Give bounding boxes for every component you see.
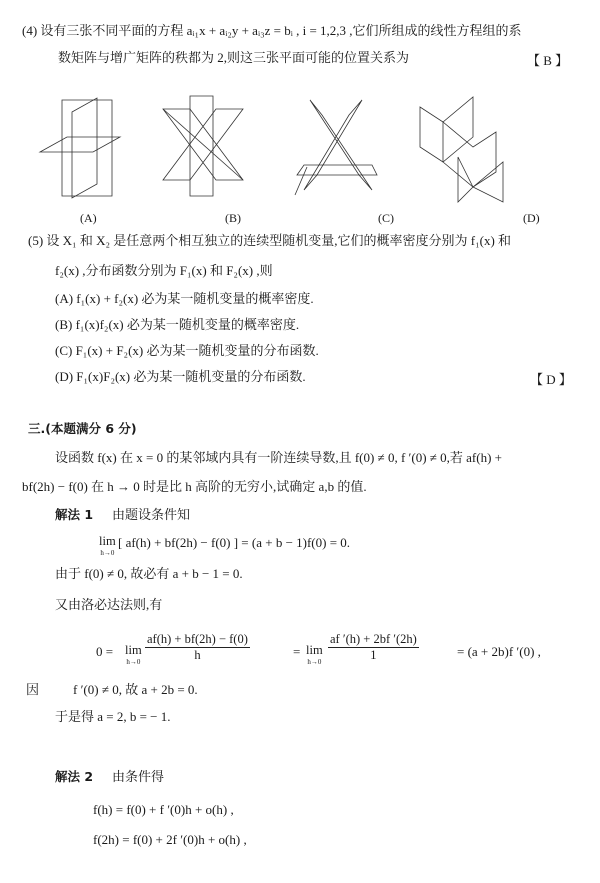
limit-3: lim h→0 [306, 643, 323, 666]
eq2-left: 0 = [96, 644, 114, 659]
figure-c [292, 95, 382, 205]
method1-line5: f ′(0) ≠ 0, 故 a + 2b = 0. [73, 682, 198, 697]
q5-option-d: (D) F₁(x)F₂(x) 必为某一随机变量的分布函数. [55, 369, 306, 384]
figure-c-caption: (C) [378, 211, 394, 225]
eq2-right: = (a + 2b)f ′(0) , [457, 644, 541, 659]
figure-b-caption: (B) [225, 211, 241, 225]
method2-label: 解法 2 [55, 769, 94, 784]
figure-a-caption: (A) [80, 211, 97, 225]
q4-line2: 数矩阵与增广矩阵的秩都为 2,则这三张平面可能的位置关系为 [58, 50, 410, 65]
figure-d [418, 92, 508, 207]
eq2-mid: = [293, 644, 301, 659]
figure-d-caption: (D) [523, 211, 540, 225]
method2-eq2: f(2h) = f(0) + 2f ′(0)h + o(h) , [93, 832, 247, 847]
q5-line2: f₂(x) ,分布函数分别为 F₁(x) 和 F₂(x) ,则 [55, 263, 273, 278]
method1-line2: 由于 f(0) ≠ 0, 故必有 a + b − 1 = 0. [55, 566, 243, 581]
q5-option-a: (A) f₁(x) + f₂(x) 必为某一随机变量的概率密度. [55, 291, 314, 306]
q5-option-c: (C) F₁(x) + F₂(x) 必为某一随机变量的分布函数. [55, 343, 319, 358]
method2-eq1: f(h) = f(0) + f ′(0)h + o(h) , [93, 802, 234, 817]
method2-intro: 由条件得 [112, 769, 165, 784]
q5-answer: 【 D 】 [530, 372, 572, 387]
fraction-1: $\frac{af(h) + bf(2h) - f(0)}{h}$ [147, 632, 248, 662]
method1-result: 于是得 a = 2, b = − 1. [55, 709, 171, 724]
section3-heading: 三.(本题满分 6 分) [28, 421, 137, 436]
figure-a [35, 92, 135, 202]
method1-eq1: [ af(h) + bf(2h) − f(0) ] = (a + b − 1)f(0) = 0. [118, 535, 351, 550]
q5-line1: (5) 设 X₁ 和 X₂ 是任意两个相互独立的连续型随机变量,它们的概率密度分别为 f₁(x) 和 [28, 233, 512, 248]
method1-intro: 由题设条件知 [112, 507, 191, 522]
q5-option-b: (B) f₁(x)f₂(x) 必为某一随机变量的概率密度. [55, 317, 300, 332]
limit-1: lim h→0 [99, 534, 116, 557]
problem-line2: bf(2h) − f(0) 在 h → 0 时是比 h 高阶的无穷小,试确定 a,b 的值. [22, 479, 367, 494]
limit-2: lim h→0 [125, 643, 142, 666]
method1-label: 解法 1 [55, 507, 94, 522]
fraction-2: $\frac{af '(h) + 2bf '(2h)}{1}$ [330, 632, 417, 662]
problem-line1: 设函数 f(x) 在 x = 0 的某邻域内具有一阶连续导数,且 f(0) ≠ 0, f ′(0) ≠ 0,若 af(h) + [55, 450, 502, 465]
because-label: 因 [26, 682, 40, 697]
q4-line1: (4) 设有三张不同平面的方程 aᵢ₁x + aᵢ₂y + aᵢ₃z = bᵢ , i = 1,2,3 ,它们所组成的线性方程组的系 [22, 23, 522, 38]
q4-answer: 【 B 】 [527, 53, 569, 68]
figure-b [158, 92, 253, 202]
method1-line3: 又由洛必达法则,有 [55, 597, 163, 612]
